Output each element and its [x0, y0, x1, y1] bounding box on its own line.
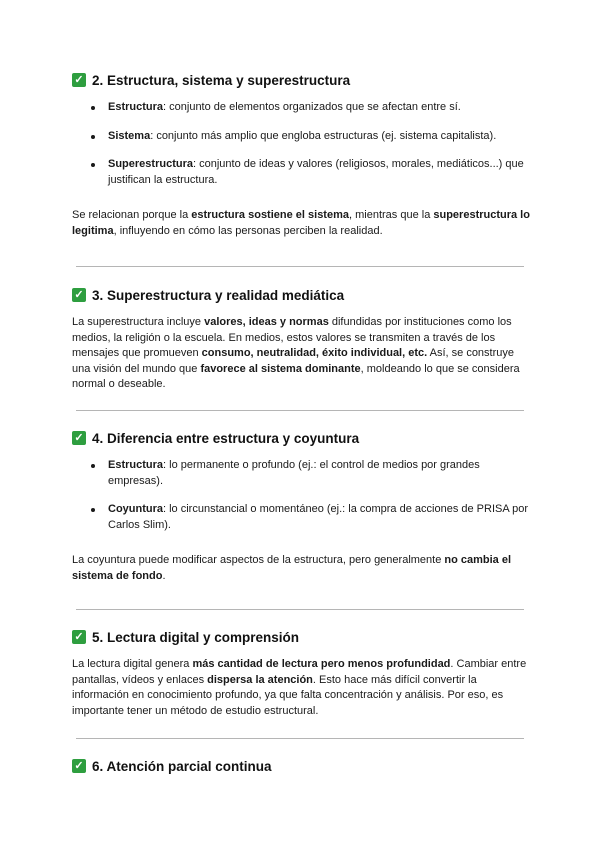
- section-heading: [72, 757, 532, 775]
- section-title: 6. Atención parcial continua: [92, 758, 272, 774]
- paragraph: Se relacionan porque la estructura sostiene el sistema, mientras que la superestructura lo legitima, influyendo en cómo las personas perciben la realidad.: [72, 209, 530, 237]
- paragraph: La lectura digital genera más cantidad de lectura pero menos profundidad. Cambiar entre pantallas, vídeos y enlaces dispersa la atención. Esto hace más difícil convertir la información en conocimiento profundo, ya que falta concentración y análisis. Por eso, es importante tener un método de estudio estructural.: [72, 658, 527, 717]
- list-item: Sistema: conjunto más amplio que engloba estructuras (ej. sistema capitalista).: [72, 129, 532, 145]
- list-item: Estructura: lo permanente o profundo (ej.: el control de medios por grandes empresas).: [72, 458, 532, 489]
- section-title: 5. Lectura digital y comprensión: [92, 629, 300, 645]
- section-title: 2. Estructura, sistema y superestructura: [92, 72, 351, 88]
- list-item: Estructura: conjunto de elementos organizados que se afectan entre sí.: [72, 100, 532, 116]
- section-title: 3. Superestructura y realidad mediática: [92, 287, 345, 303]
- divider: [76, 410, 524, 411]
- list-item: Superestructura: conjunto de ideas y valores (religiosos, morales, mediáticos...) que justifican la estructura.: [72, 157, 532, 188]
- list-item: Coyuntura: lo circunstancial o momentáneo (ej.: la compra de acciones de PRISA por Carlos Slim).: [72, 502, 532, 533]
- check-icon: ✓: [72, 288, 86, 302]
- section-4: [72, 429, 532, 584]
- check-icon: ✓: [72, 73, 86, 87]
- section-2: [72, 71, 532, 239]
- section-6: [72, 757, 532, 775]
- check-icon: ✓: [72, 630, 86, 644]
- divider: [76, 266, 524, 267]
- section-heading: [72, 286, 532, 304]
- paragraph: La superestructura incluye valores, ideas y normas difundidas por instituciones como los medios, la religión o la escuela. En medios, estos valores se transmiten a través de los mensajes que promueven consumo, neutralidad, éxito individual, etc. Así, se construye una visión del mundo que favorece al sistema dominante, moldeando lo que se considera normal o deseable.: [72, 316, 520, 390]
- check-icon: ✓: [72, 759, 86, 773]
- section-heading: [72, 628, 532, 646]
- section-5: [72, 628, 532, 719]
- bullet-list: [72, 458, 532, 533]
- section-heading: [72, 71, 532, 89]
- section-title: 4. Diferencia entre estructura y coyuntura: [92, 430, 360, 446]
- section-heading: [72, 429, 532, 447]
- paragraph: La coyuntura puede modificar aspectos de la estructura, pero generalmente no cambia el sistema de fondo.: [72, 554, 512, 582]
- divider: [76, 738, 524, 739]
- divider: [76, 609, 524, 610]
- section-3: [72, 286, 532, 393]
- check-icon: ✓: [72, 431, 86, 445]
- bullet-list: [72, 100, 532, 188]
